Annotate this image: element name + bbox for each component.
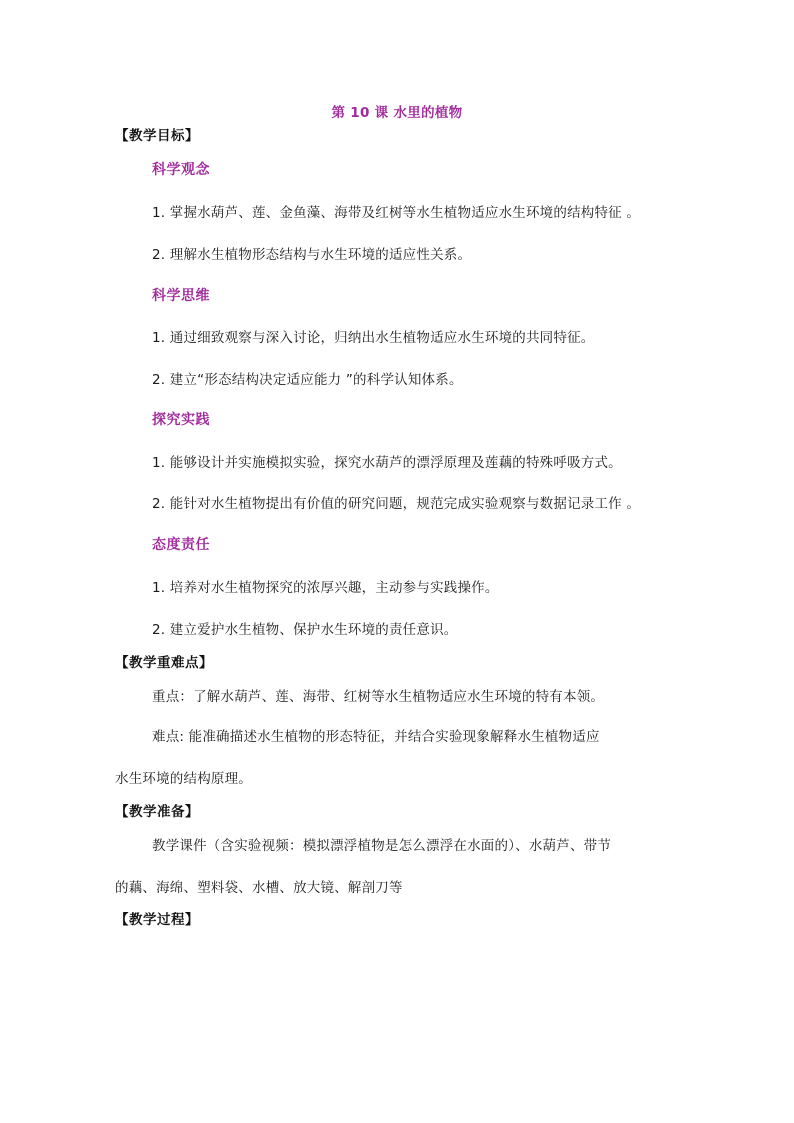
subheading-thinking: 科学思维 xyxy=(152,288,210,304)
section-heading-preparation: 【教学准备】 xyxy=(115,804,199,820)
practice-item-1: 1. 能够设计并实施模拟实验，探究水葫芦的漂浮原理及莲藕的特殊呼吸方式。 xyxy=(152,455,622,471)
subheading-practice: 探究实践 xyxy=(152,412,210,428)
practice-item-2: 2. 能针对水生植物提出有价值的研究问题，规范完成实验观察与数据记录工作 。 xyxy=(152,496,641,512)
thinking-item-2: 2. 建立“形态结构决定适应能力 ”的科学认知体系。 xyxy=(152,372,463,388)
preparation-line2: 的藕、海绵、塑料袋、水槽、放大镜、解剖刀等 xyxy=(115,880,403,896)
keypoint-difficulty-line2: 水生环境的结构原理。 xyxy=(115,771,252,787)
concept-item-1: 1. 掌握水葫芦、莲、金鱼藻、海带及红树等水生植物适应水生环境的结构特征 。 xyxy=(152,205,641,221)
keypoint-focus: 重点：了解水葫芦、莲、海带、红树等水生植物适应水生环境的特有本领。 xyxy=(152,689,605,705)
concept-item-2: 2. 理解水生植物形态结构与水生环境的适应性关系。 xyxy=(152,247,472,263)
attitude-item-1: 1. 培养对水生植物探究的浓厚兴趣，主动参与实践操作。 xyxy=(152,580,499,596)
section-heading-goals: 【教学目标】 xyxy=(115,128,199,144)
subheading-attitude: 态度责任 xyxy=(152,537,210,553)
section-heading-process: 【教学过程】 xyxy=(115,912,199,928)
attitude-item-2: 2. 建立爱护水生植物、保护水生环境的责任意识。 xyxy=(152,622,458,638)
page-title: 第 10 课 水里的植物 xyxy=(331,105,463,121)
thinking-item-1: 1. 通过细致观察与深入讨论，归纳出水生植物适应水生环境的共同特征。 xyxy=(152,330,595,346)
section-heading-keypoints: 【教学重难点】 xyxy=(115,655,213,671)
preparation-line1: 教学课件（含实验视频：模拟漂浮植物是怎么漂浮在水面的）、水葫芦、带节 xyxy=(152,838,612,854)
subheading-concept: 科学观念 xyxy=(152,162,210,178)
keypoint-difficulty-line1: 难点: 能准确描述水生植物的形态特征，并结合实验现象解释水生植物适应 xyxy=(152,729,600,745)
